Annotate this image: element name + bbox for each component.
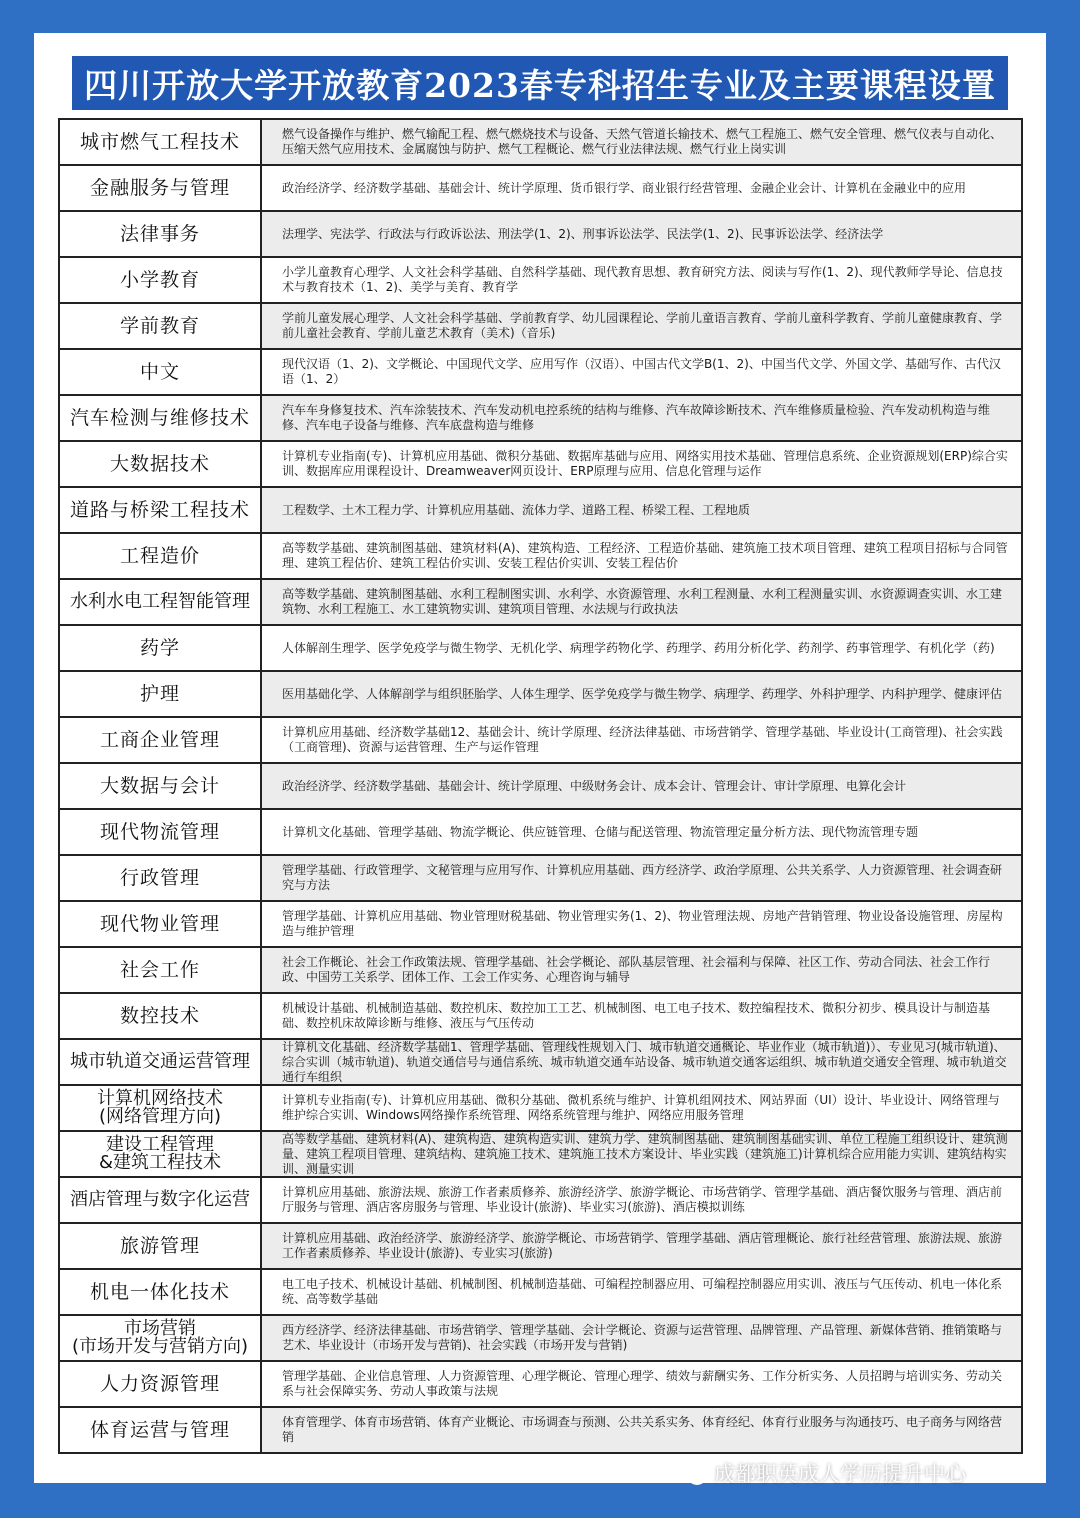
major-name: 社会工作 — [60, 948, 262, 992]
table-row — [60, 1270, 1023, 1316]
major-name: 法律事务 — [60, 212, 262, 256]
major-name: 小学教育 — [60, 258, 262, 302]
table-row — [60, 1362, 1023, 1408]
watermark-text: 成都职英成人学历提升中心 — [714, 1462, 966, 1486]
major-name: 行政管理 — [60, 856, 262, 900]
table-row — [60, 1040, 1023, 1086]
table-row — [60, 626, 1023, 672]
major-name: 数控技术 — [60, 994, 262, 1038]
wechat-icon — [676, 1461, 706, 1485]
table-row — [60, 718, 1023, 764]
major-name: 计算机网络技术 (网络管理方向) — [60, 1086, 262, 1130]
major-courses: 工程数学、土木工程力学、计算机应用基础、流体力学、道路工程、桥梁工程、工程地质 — [262, 488, 1023, 532]
major-courses: 学前儿童发展心理学、人文社会科学基础、学前教育学、幼儿园课程论、学前儿童语言教育、学前儿童科学教育、学前儿童健康教育、学前儿童社会教育、学前儿童艺术教育（美术)（音乐) — [262, 304, 1023, 348]
course-table — [58, 118, 1023, 1454]
major-name: 学前教育 — [60, 304, 262, 348]
table-row — [60, 304, 1023, 350]
major-courses: 小学儿童教育心理学、人文社会科学基础、自然科学基础、现代教育思想、教育研究方法、阅读与写作(1、2)、现代教师学导论、信息技术与教育技术（1、2)、美学与美育、教育学 — [262, 258, 1023, 302]
major-courses: 计算机应用基础、旅游法规、旅游工作者素质修养、旅游经济学、旅游学概论、市场营销学、管理学基础、酒店餐饮服务与管理、酒店前厅服务与管理、酒店客房服务与管理、毕业设计(旅游)、毕业实习(旅游)、酒店模拟训练 — [262, 1178, 1023, 1222]
major-name: 大数据与会计 — [60, 764, 262, 808]
major-name: 体育运营与管理 — [60, 1408, 262, 1452]
major-courses: 管理学基础、行政管理学、文秘管理与应用写作、计算机应用基础、西方经济学、政治学原理、公共关系学、人力资源管理、社会调查研究与方法 — [262, 856, 1023, 900]
major-courses: 管理学基础、企业信息管理、人力资源管理、心理学概论、管理心理学、绩效与薪酬实务、工作分析实务、人员招聘与培训实务、劳动关系与社会保障实务、劳动人事政策与法规 — [262, 1362, 1023, 1406]
table-row — [60, 1224, 1023, 1270]
major-courses: 医用基础化学、人体解剖学与组织胚胎学、人体生理学、医学免疫学与微生物学、病理学、药理学、外科护理学、内科护理学、健康评估 — [262, 672, 1023, 716]
major-name: 人力资源管理 — [60, 1362, 262, 1406]
major-name: 旅游管理 — [60, 1224, 262, 1268]
major-courses: 燃气设备操作与维护、燃气输配工程、燃气燃烧技术与设备、天然气管道长输技术、燃气工程施工、燃气安全管理、燃气仪表与自动化、压缩天然气应用技术、金属腐蚀与防护、燃气工程概论、燃气行业法律法规、燃气行业上岗实训 — [262, 120, 1023, 164]
major-courses: 电工电子技术、机械设计基础、机械制图、机械制造基础、可编程控制器应用、可编程控制器应用实训、液压与气压传动、机电一体化系统、高等数学基础 — [262, 1270, 1023, 1314]
table-row — [60, 1316, 1023, 1362]
major-name: 水利水电工程智能管理 — [60, 580, 262, 624]
major-courses: 机械设计基础、机械制造基础、数控机床、数控加工工艺、机械制图、电工电子技术、数控编程技术、微积分初步、模具设计与制造基础、数控机床故障诊断与维修、液压与气压传动 — [262, 994, 1023, 1038]
major-name: 护理 — [60, 672, 262, 716]
poster-title: 四川开放大学开放教育2023春专科招生专业及主要课程设置 — [72, 56, 1008, 110]
watermark — [676, 1456, 1046, 1490]
major-name: 现代物流管理 — [60, 810, 262, 854]
major-courses: 人体解剖生理学、医学免疫学与微生物学、无机化学、病理学药物化学、药理学、药用分析化学、药剂学、药事管理学、有机化学（药) — [262, 626, 1023, 670]
table-row — [60, 810, 1023, 856]
major-courses: 高等数学基础、建筑材料(A)、建筑构造、建筑构造实训、建筑力学、建筑制图基础、建筑制图基础实训、单位工程施工组织设计、建筑测量、建筑工程项目管理、建筑结构、建筑施工技术、建筑施工技术方案设计、毕业实践（建筑施工)计算机综合应用能力实训、建筑结构实训、测量实训 — [262, 1132, 1023, 1176]
major-name: 市场营销 (市场开发与营销方向) — [60, 1316, 262, 1360]
major-name: 金融服务与管理 — [60, 166, 262, 210]
major-name: 大数据技术 — [60, 442, 262, 486]
major-courses: 体育管理学、体育市场营销、体育产业概论、市场调查与预测、公共关系实务、体育经纪、体育行业服务与沟通技巧、电子商务与网络营销 — [262, 1408, 1023, 1452]
major-courses: 现代汉语（1、2)、文学概论、中国现代文学、应用写作（汉语）、中国古代文学B(1、2)、中国当代文学、外国文学、基础写作、古代汉语（1、2） — [262, 350, 1023, 394]
major-name: 工程造价 — [60, 534, 262, 578]
table-row — [60, 442, 1023, 488]
major-courses: 高等数学基础、建筑制图基础、水利工程制图实训、水利学、水资源管理、水利工程测量、水利工程测量实训、水资源调查实训、水工建筑物、水利工程施工、水工建筑物实训、建筑项目管理、水法规与行政执法 — [262, 580, 1023, 624]
table-row — [60, 856, 1023, 902]
major-courses: 计算机文化基础、经济数学基础1、管理学基础、管理线性规划入门、城市轨道交通概论、毕业作业（城市轨道)）、专业见习(城市轨道)、综合实训（城市轨道)、轨道交通信号与通信系统、城市轨道交通车站设备、城市轨道交通客运组织、城市轨道交通安全管理、城市轨道交通行车组织 — [262, 1040, 1023, 1084]
major-courses: 政治经济学、经济数学基础、基础会计、统计学原理、货币银行学、商业银行经营管理、金融企业会计、计算机在金融业中的应用 — [262, 166, 1023, 210]
major-courses: 高等数学基础、建筑制图基础、建筑材料(A)、建筑构造、工程经济、工程造价基础、建筑施工技术项目管理、建筑工程项目招标与合同管理、建筑工程估价、建筑工程估价实训、安装工程估价实训、安装工程估价 — [262, 534, 1023, 578]
table-row — [60, 672, 1023, 718]
table-row — [60, 1408, 1023, 1454]
table-row — [60, 120, 1023, 166]
major-courses: 计算机应用基础、政治经济学、旅游经济学、旅游学概论、市场营销学、管理学基础、酒店管理概论、旅行社经营管理、旅游法规、旅游工作者素质修养、毕业设计(旅游)、专业实习(旅游) — [262, 1224, 1023, 1268]
major-name: 汽车检测与维修技术 — [60, 396, 262, 440]
major-courses: 法理学、宪法学、行政法与行政诉讼法、刑法学(1、2)、刑事诉讼法学、民法学(1、2)、民事诉讼法学、经济法学 — [262, 212, 1023, 256]
table-row — [60, 1132, 1023, 1178]
table-row — [60, 166, 1023, 212]
major-courses: 汽车车身修复技术、汽车涂装技术、汽车发动机电控系统的结构与维修、汽车故障诊断技术、汽车维修质量检验、汽车发动机构造与维修、汽车电子设备与维修、汽车底盘构造与维修 — [262, 396, 1023, 440]
table-row — [60, 488, 1023, 534]
major-name: 现代物业管理 — [60, 902, 262, 946]
table-row — [60, 212, 1023, 258]
major-courses: 计算机应用基础、经济数学基础12、基础会计、统计学原理、经济法律基础、市场营销学、管理学基础、毕业设计(工商管理)、社会实践（工商管理)、资源与运营管理、生产与运作管理 — [262, 718, 1023, 762]
table-row — [60, 1086, 1023, 1132]
table-row — [60, 764, 1023, 810]
major-courses: 政治经济学、经济数学基础、基础会计、统计学原理、中级财务会计、成本会计、管理会计、审计学原理、电算化会计 — [262, 764, 1023, 808]
major-courses: 计算机专业指南(专)、计算机应用基础、微积分基础、数据库基础与应用、网络实用技术基础、管理信息系统、企业资源规划(ERP)综合实训、数据库应用课程设计、Dreamweaver网页设计、ERP原理与应用、信息化管理与运作 — [262, 442, 1023, 486]
table-row — [60, 994, 1023, 1040]
major-courses: 管理学基础、计算机应用基础、物业管理财税基础、物业管理实务(1、2)、物业管理法规、房地产营销管理、物业设备设施管理、房屋构造与维护管理 — [262, 902, 1023, 946]
table-row — [60, 258, 1023, 304]
major-courses: 计算机文化基础、管理学基础、物流学概论、供应链管理、仓储与配送管理、物流管理定量分析方法、现代物流管理专题 — [262, 810, 1023, 854]
major-name: 药学 — [60, 626, 262, 670]
table-row — [60, 948, 1023, 994]
major-courses: 计算机专业指南(专)、计算机应用基础、微积分基础、微机系统与维护、计算机组网技术、网站界面（UI）设计、毕业设计、网络管理与维护综合实训、Windows网络操作系统管理、网络系统管理与维护、网络应用服务管理 — [262, 1086, 1023, 1130]
major-name: 道路与桥梁工程技术 — [60, 488, 262, 532]
major-name: 机电一体化技术 — [60, 1270, 262, 1314]
table-row — [60, 1178, 1023, 1224]
major-name: 城市燃气工程技术 — [60, 120, 262, 164]
table-row — [60, 350, 1023, 396]
major-courses: 西方经济学、经济法律基础、市场营销学、管理学基础、会计学概论、资源与运营管理、品牌管理、产品管理、新媒体营销、推销策略与艺术、毕业设计（市场开发与营销)、社会实践（市场开发与营销) — [262, 1316, 1023, 1360]
major-name: 酒店管理与数字化运营 — [60, 1178, 262, 1222]
major-name: 中文 — [60, 350, 262, 394]
major-name: 建设工程管理 &建筑工程技术 — [60, 1132, 262, 1176]
table-row — [60, 902, 1023, 948]
table-row — [60, 396, 1023, 442]
major-name: 工商企业管理 — [60, 718, 262, 762]
major-name: 城市轨道交通运营管理 — [60, 1040, 262, 1084]
table-row — [60, 580, 1023, 626]
major-courses: 社会工作概论、社会工作政策法规、管理学基础、社会学概论、部队基层管理、社会福利与保障、社区工作、劳动合同法、社会工作行政、中国劳工关系学、团体工作、工会工作实务、心理咨询与辅导 — [262, 948, 1023, 992]
table-row — [60, 534, 1023, 580]
